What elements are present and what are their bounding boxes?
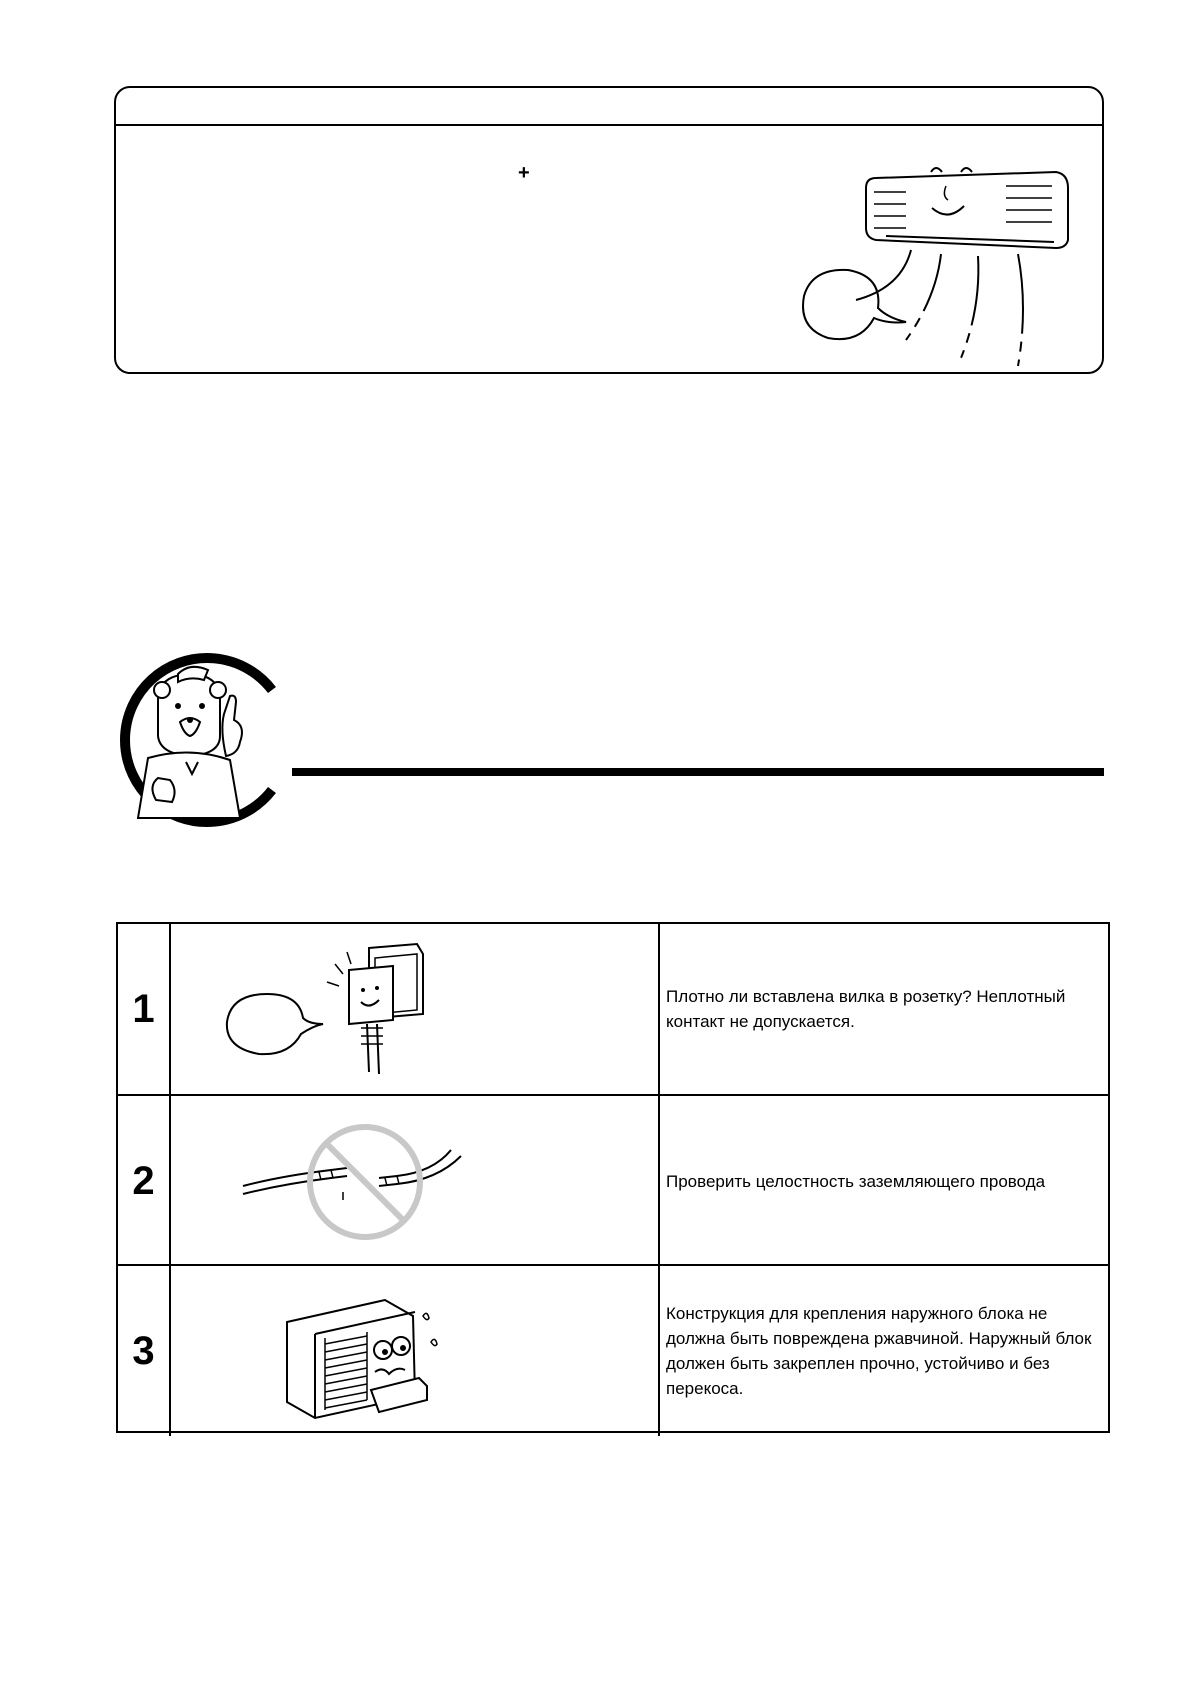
row-number: 3 bbox=[118, 1266, 171, 1436]
info-box-mark: + bbox=[518, 162, 530, 184]
row-number: 2 bbox=[118, 1096, 171, 1266]
ground-wire-illustration-cell bbox=[171, 1096, 660, 1266]
broken-ground-wire-icon bbox=[171, 1096, 660, 1266]
inspection-checklist-table bbox=[116, 922, 1110, 1433]
bear-mascot-icon bbox=[108, 650, 288, 830]
plug-socket-illustration-cell bbox=[171, 924, 660, 1094]
air-conditioner-illustration bbox=[756, 158, 1096, 368]
info-box-header-divider bbox=[116, 124, 1102, 126]
row-text: Проверить целостность заземляющего провода bbox=[666, 1171, 1046, 1191]
outdoor-unit-illustration-cell bbox=[171, 1266, 660, 1436]
outdoor-unit-icon bbox=[171, 1266, 660, 1436]
info-box bbox=[114, 86, 1104, 374]
row-text: Плотно ли вставлена вилка в розетку? Неплотный контакт не допускается. bbox=[666, 987, 1066, 1031]
table-row bbox=[118, 924, 1108, 1094]
table-row bbox=[118, 1094, 1108, 1266]
row-text: Конструкция для крепления наружного блока не должна быть повреждена ржавчиной. Наружный блок должен быть закреплен прочно, устойчиво и без перекоса. bbox=[666, 1304, 1092, 1398]
section-heading-rule bbox=[292, 768, 1104, 776]
plug-socket-icon bbox=[171, 924, 660, 1094]
table-row bbox=[118, 1264, 1108, 1436]
row-number: 1 bbox=[118, 924, 171, 1094]
